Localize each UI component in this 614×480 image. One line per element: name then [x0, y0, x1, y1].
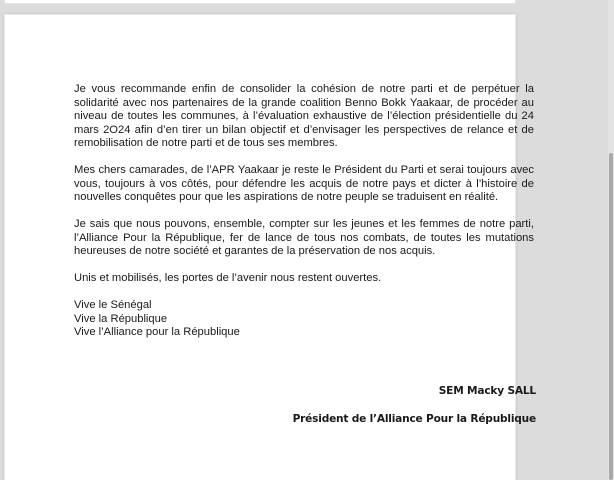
scrollbar-thumb[interactable] [609, 153, 613, 480]
signature-title: Président de l’Alliance Pour la République [292, 413, 536, 425]
closing-line-senegal: Vive le Sénégal [74, 299, 152, 311]
signature-name: SEM Macky SALL [438, 385, 536, 397]
paragraph-consolidation: Je vous recommande enfin de consolider la cohésion de notre parti et de perpétuer la solidarité avec nos partenaires de la grande coalition Benno Bokk Yaakaar, de procéder au niveau de toutes les communes, à l’évaluation exhaustive de l’élection présidentielle du 24 mars 2O24 afin d’en tirer un bilan objectif et d’envisager les perspectives de relance et de remobilisation de notre parti et de tous ses membres. [74, 83, 534, 149]
vertical-scrollbar[interactable] [608, 0, 614, 480]
paragraph-jeunes-femmes: Je sais que nous pouvons, ensemble, compter sur les jeunes et les femmes de notre parti, l’Alliance Pour la République, fer de lance de tous nos combats, de toutes les mutations heureuses de notre société et garantes de la préservation de nos acquis. [74, 218, 534, 257]
paragraph-unis: Unis et mobilisés, les portes de l’avenir nous restent ouvertes. [74, 272, 382, 284]
letter-body [74, 83, 534, 340]
previous-page-edge [4, 0, 516, 4]
closing-line-republique: Vive la République [74, 312, 168, 325]
closing-line-alliance: Vive l’Alliance pour la République [74, 326, 240, 338]
paragraph-camarades: Mes chers camarades, de l’APR Yaakaar je reste le Président du Parti et serai toujours avec vous, toujours à vos côtés, pour défendre les acquis de notre pays et dicter à l’histoire de nouvelles conquêtes pour que les aspirations de notre peuple se traduisent en réalité. [74, 164, 534, 203]
